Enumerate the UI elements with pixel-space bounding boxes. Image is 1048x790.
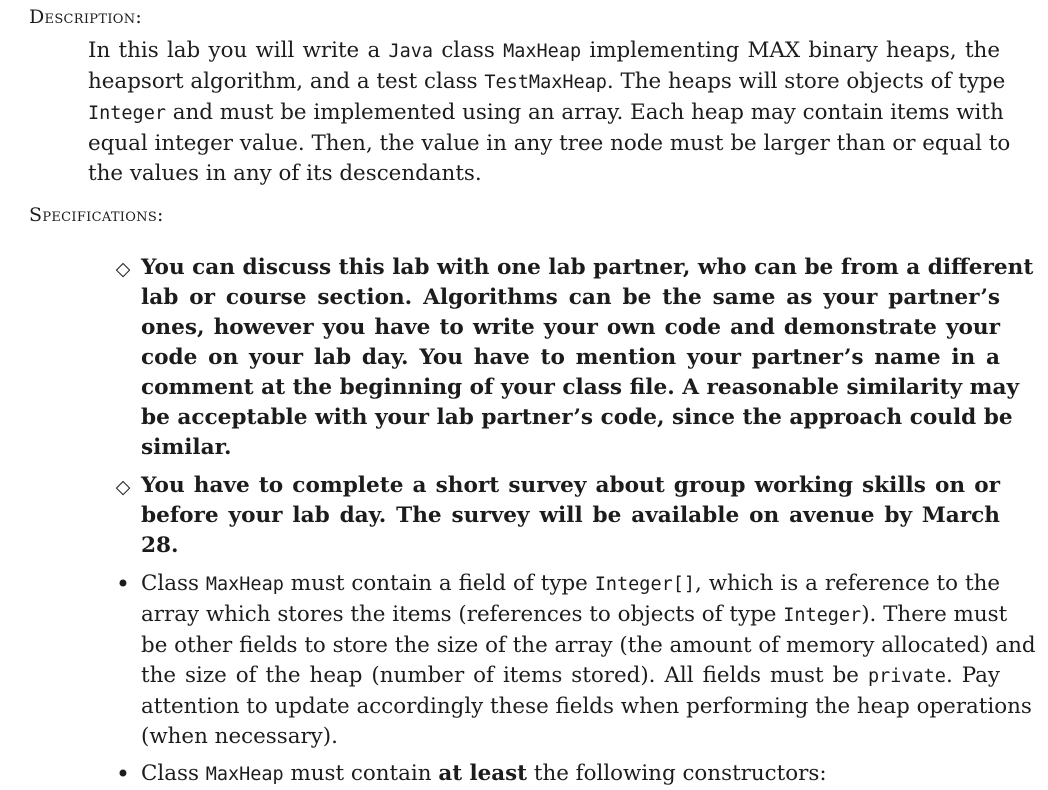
description-heading: Description: <box>29 6 143 28</box>
text-line <box>141 661 1000 692</box>
text-line <box>141 343 1000 373</box>
text-run: be acceptable with your lab partner’s code, since the approach could be <box>141 405 1013 430</box>
diamond-bullet-icon: ◇ <box>115 476 131 498</box>
text-line <box>141 759 1000 790</box>
text-run: code on your lab day. You have to mention your partner’s name in a <box>141 345 1000 370</box>
specifications-heading: Specifications: <box>29 204 164 226</box>
round-bullet-icon: • <box>115 570 131 598</box>
text-run: Class <box>141 761 206 786</box>
text-run: must contain a field of type <box>283 571 595 596</box>
spec-item-text <box>141 253 1034 463</box>
text-line <box>141 501 1000 531</box>
code-identifier: Integer[] <box>594 574 695 595</box>
text-run: You can discuss this lab with one lab partner, who can be from a different <box>141 255 1034 280</box>
text-run: Class <box>141 571 206 596</box>
text-run: attention to update accordingly these fields when performing the heap operations <box>141 694 1032 719</box>
spec-item-text <box>141 759 1000 790</box>
text-line <box>88 67 1006 98</box>
text-run: lab or course section. Algorithms can be the same as your partner’s <box>141 285 1000 310</box>
text-line <box>141 531 1000 561</box>
text-line <box>88 129 1011 159</box>
text-run: the following constructors: <box>527 761 827 786</box>
text-line <box>141 722 1000 752</box>
diamond-bullet-icon: ◇ <box>115 258 131 280</box>
text-line <box>88 98 1004 129</box>
text-line <box>88 36 1000 67</box>
text-run: heapsort algorithm, and a test class <box>88 69 485 94</box>
text-line <box>88 159 1000 189</box>
text-run: , which is a reference to the <box>695 571 1001 596</box>
code-identifier: MaxHeap <box>205 574 284 595</box>
text-line <box>141 692 1032 722</box>
spec-item-text <box>141 569 1036 752</box>
code-identifier: private <box>867 666 946 687</box>
code-identifier: TestMaxHeap <box>484 72 607 93</box>
text-run: 28. <box>141 533 179 558</box>
text-run: and must be implemented using an array. Each heap may contain items with <box>165 100 1004 125</box>
text-line <box>141 283 1000 313</box>
code-identifier: Integer <box>783 605 862 626</box>
text-line <box>141 403 1013 433</box>
text-run: . The heaps will store objects of type <box>606 69 1006 94</box>
text-run: must contain <box>283 761 439 786</box>
text-run: array which stores the items (references to objects of type <box>141 602 784 627</box>
text-run: similar. <box>141 435 232 460</box>
text-run: the size of the heap (number of items stored). All fields must be <box>141 663 868 688</box>
code-identifier: Integer <box>88 103 166 124</box>
description-paragraph <box>88 36 1011 189</box>
text-line <box>141 433 1000 463</box>
text-line <box>141 373 1020 403</box>
text-run: (when necessary). <box>141 724 338 749</box>
text-line <box>141 253 1034 283</box>
text-line <box>141 631 1036 661</box>
text-run: ones, however you have to write your own code and demonstrate your <box>141 315 1000 340</box>
text-line <box>141 569 1000 600</box>
spec-item-text <box>141 471 1000 561</box>
text-run: ). There must <box>861 602 1008 627</box>
text-run: the values in any of its descendants. <box>88 161 482 186</box>
code-identifier: Java <box>388 41 434 62</box>
text-run: class <box>433 38 504 63</box>
code-identifier: MaxHeap <box>205 764 284 785</box>
round-bullet-icon: • <box>115 760 131 788</box>
text-run: implementing MAX binary heaps, the <box>581 38 1000 63</box>
text-line <box>141 313 1000 343</box>
text-run: You have to complete a short survey about group working skills on or <box>141 473 1000 498</box>
code-identifier: MaxHeap <box>503 41 582 62</box>
text-run: comment at the beginning of your class file. A reasonable similarity may <box>141 375 1020 400</box>
emphasis-text: at least <box>438 761 528 786</box>
text-run: before your lab day. The survey will be available on avenue by March <box>141 503 1000 528</box>
text-line <box>141 600 1008 631</box>
text-line <box>141 471 1000 501</box>
text-run: . Pay <box>945 663 1000 688</box>
text-run: equal integer value. Then, the value in any tree node must be larger than or equal to <box>88 131 1011 156</box>
text-run: be other fields to store the size of the array (the amount of memory allocated) and <box>141 633 1036 658</box>
text-run: In this lab you will write a <box>88 38 389 63</box>
